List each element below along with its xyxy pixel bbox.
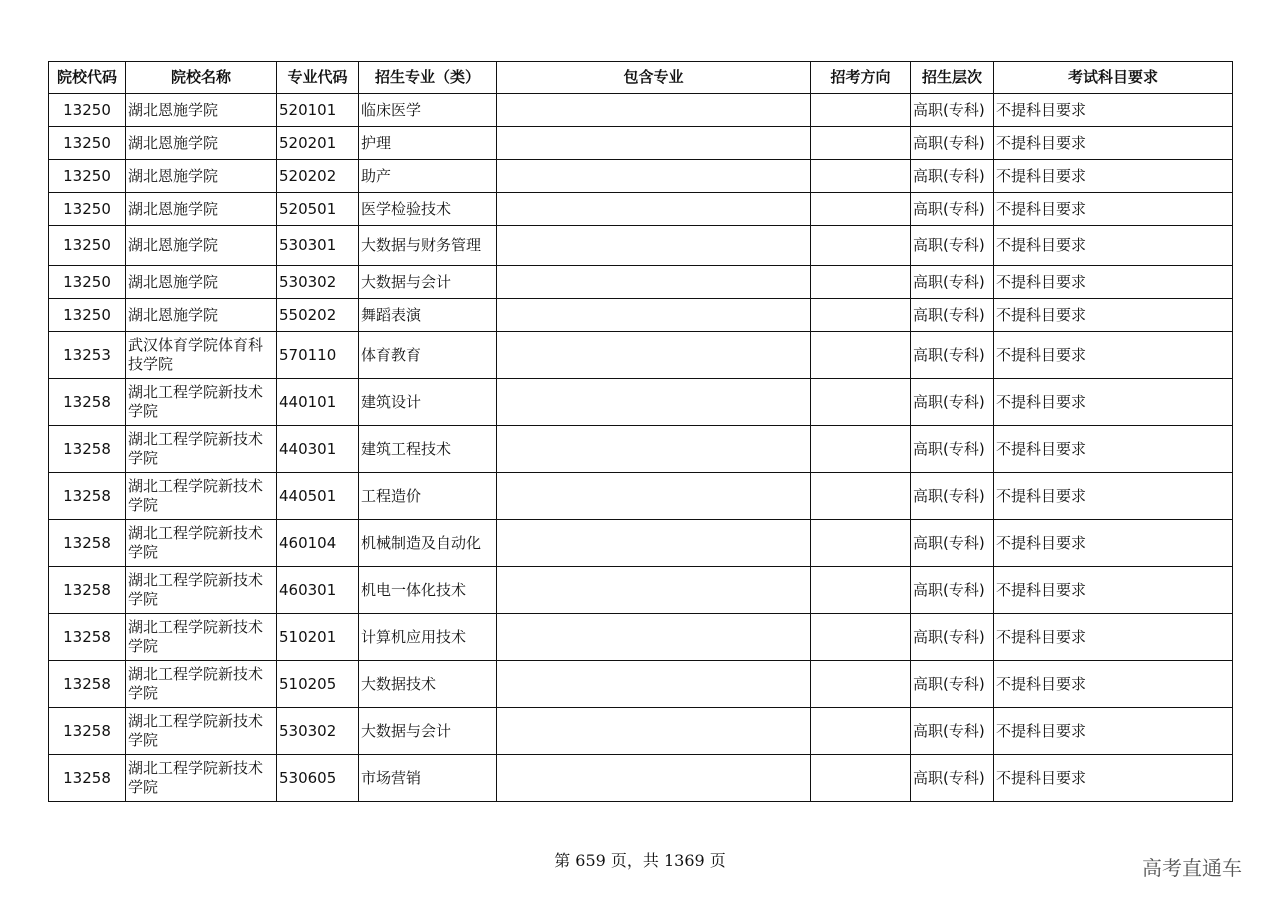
cell-major-category: 机电一体化技术 [359,567,497,614]
cell-subject-requirement: 不提科目要求 [994,266,1233,299]
table-row [49,661,1233,708]
table-row [49,160,1233,193]
cell-included-majors [497,567,811,614]
cell-level: 高职(专科) [911,661,994,708]
cell-included-majors [497,94,811,127]
table-row [49,708,1233,755]
cell-included-majors [497,226,811,266]
cell-level: 高职(专科) [911,299,994,332]
cell-included-majors [497,193,811,226]
table-row [49,426,1233,473]
cell-direction [811,755,911,802]
header-direction: 招考方向 [811,62,911,94]
cell-major-category: 工程造价 [359,473,497,520]
cell-major-category: 建筑设计 [359,379,497,426]
cell-school-code: 13258 [49,379,126,426]
table-header-row [49,62,1233,94]
cell-level: 高职(专科) [911,520,994,567]
table-row [49,379,1233,426]
cell-level: 高职(专科) [911,193,994,226]
cell-major-category: 大数据技术 [359,661,497,708]
cell-school-code: 13250 [49,226,126,266]
cell-school-code: 13250 [49,160,126,193]
cell-direction [811,708,911,755]
cell-school-name: 湖北恩施学院 [126,299,277,332]
cell-school-name: 湖北恩施学院 [126,193,277,226]
cell-included-majors [497,661,811,708]
header-included-majors: 包含专业 [497,62,811,94]
cell-direction [811,614,911,661]
cell-included-majors [497,520,811,567]
table-row [49,266,1233,299]
cell-level: 高职(专科) [911,379,994,426]
cell-major-code: 550202 [277,299,359,332]
cell-school-name: 湖北恩施学院 [126,94,277,127]
cell-major-code: 460301 [277,567,359,614]
cell-major-category: 舞蹈表演 [359,299,497,332]
cell-included-majors [497,755,811,802]
cell-major-code: 440301 [277,426,359,473]
cell-major-code: 520101 [277,94,359,127]
cell-school-name: 湖北恩施学院 [126,266,277,299]
cell-level: 高职(专科) [911,708,994,755]
cell-level: 高职(专科) [911,567,994,614]
cell-major-category: 机械制造及自动化 [359,520,497,567]
cell-school-name: 湖北恩施学院 [126,160,277,193]
header-school-name: 院校名称 [126,62,277,94]
cell-major-category: 护理 [359,127,497,160]
cell-subject-requirement: 不提科目要求 [994,708,1233,755]
table-row [49,520,1233,567]
cell-major-category: 建筑工程技术 [359,426,497,473]
cell-subject-requirement: 不提科目要求 [994,567,1233,614]
cell-school-name: 湖北工程学院新技术学院 [126,473,277,520]
cell-major-category: 体育教育 [359,332,497,379]
cell-school-code: 13258 [49,755,126,802]
header-major-code: 专业代码 [277,62,359,94]
cell-major-code: 520501 [277,193,359,226]
cell-school-name: 湖北工程学院新技术学院 [126,708,277,755]
table-row [49,193,1233,226]
cell-direction [811,332,911,379]
cell-level: 高职(专科) [911,160,994,193]
cell-direction [811,473,911,520]
cell-major-category: 大数据与财务管理 [359,226,497,266]
cell-school-code: 13253 [49,332,126,379]
cell-school-code: 13258 [49,473,126,520]
cell-school-name: 湖北恩施学院 [126,226,277,266]
cell-level: 高职(专科) [911,127,994,160]
cell-school-code: 13258 [49,661,126,708]
cell-school-name: 湖北工程学院新技术学院 [126,614,277,661]
cell-major-code: 530302 [277,266,359,299]
cell-subject-requirement: 不提科目要求 [994,661,1233,708]
cell-subject-requirement: 不提科目要求 [994,520,1233,567]
cell-major-code: 520201 [277,127,359,160]
cell-school-code: 13258 [49,708,126,755]
cell-school-name: 湖北工程学院新技术学院 [126,379,277,426]
cell-subject-requirement: 不提科目要求 [994,332,1233,379]
cell-school-name: 湖北工程学院新技术学院 [126,567,277,614]
table-row [49,299,1233,332]
cell-subject-requirement: 不提科目要求 [994,94,1233,127]
cell-major-category: 大数据与会计 [359,708,497,755]
cell-major-category: 计算机应用技术 [359,614,497,661]
header-subject-requirement: 考试科目要求 [994,62,1233,94]
cell-subject-requirement: 不提科目要求 [994,426,1233,473]
cell-school-code: 13250 [49,193,126,226]
cell-school-code: 13250 [49,94,126,127]
cell-school-code: 13258 [49,567,126,614]
table-row [49,127,1233,160]
cell-subject-requirement: 不提科目要求 [994,299,1233,332]
cell-included-majors [497,426,811,473]
cell-subject-requirement: 不提科目要求 [994,379,1233,426]
cell-major-code: 510201 [277,614,359,661]
watermark-logo: 高考直通车 [1142,856,1242,880]
cell-level: 高职(专科) [911,226,994,266]
cell-level: 高职(专科) [911,614,994,661]
cell-major-category: 医学检验技术 [359,193,497,226]
cell-direction [811,266,911,299]
page-number: 第 659 页，共 1369 页 [554,851,726,870]
cell-school-name: 武汉体育学院体育科技学院 [126,332,277,379]
cell-subject-requirement: 不提科目要求 [994,160,1233,193]
cell-direction [811,160,911,193]
cell-level: 高职(专科) [911,266,994,299]
cell-level: 高职(专科) [911,94,994,127]
cell-direction [811,567,911,614]
cell-school-code: 13258 [49,614,126,661]
cell-included-majors [497,299,811,332]
cell-subject-requirement: 不提科目要求 [994,473,1233,520]
cell-subject-requirement: 不提科目要求 [994,614,1233,661]
cell-major-category: 助产 [359,160,497,193]
cell-direction [811,299,911,332]
cell-school-name: 湖北工程学院新技术学院 [126,661,277,708]
admissions-table [48,61,1233,802]
cell-major-code: 460104 [277,520,359,567]
cell-included-majors [497,708,811,755]
cell-level: 高职(专科) [911,332,994,379]
cell-subject-requirement: 不提科目要求 [994,755,1233,802]
header-school-code: 院校代码 [49,62,126,94]
table-row [49,94,1233,127]
cell-major-code: 440501 [277,473,359,520]
table-row [49,567,1233,614]
cell-included-majors [497,127,811,160]
cell-school-code: 13258 [49,520,126,567]
cell-major-code: 530605 [277,755,359,802]
cell-school-name: 湖北工程学院新技术学院 [126,520,277,567]
cell-direction [811,127,911,160]
cell-major-code: 510205 [277,661,359,708]
cell-major-code: 530301 [277,226,359,266]
cell-direction [811,94,911,127]
cell-included-majors [497,473,811,520]
cell-major-category: 大数据与会计 [359,266,497,299]
cell-subject-requirement: 不提科目要求 [994,127,1233,160]
cell-direction [811,426,911,473]
cell-major-category: 市场营销 [359,755,497,802]
cell-major-code: 530302 [277,708,359,755]
table-row [49,614,1233,661]
cell-included-majors [497,266,811,299]
cell-major-category: 临床医学 [359,94,497,127]
cell-included-majors [497,614,811,661]
cell-direction [811,520,911,567]
cell-school-name: 湖北恩施学院 [126,127,277,160]
cell-included-majors [497,379,811,426]
cell-included-majors [497,160,811,193]
table-row [49,473,1233,520]
cell-major-code: 570110 [277,332,359,379]
cell-subject-requirement: 不提科目要求 [994,226,1233,266]
header-major-category: 招生专业（类） [359,62,497,94]
cell-major-code: 440101 [277,379,359,426]
header-level: 招生层次 [911,62,994,94]
cell-level: 高职(专科) [911,755,994,802]
cell-direction [811,379,911,426]
cell-direction [811,661,911,708]
cell-major-code: 520202 [277,160,359,193]
table-row [49,332,1233,379]
table-row [49,226,1233,266]
cell-school-code: 13250 [49,299,126,332]
cell-included-majors [497,332,811,379]
cell-school-code: 13258 [49,426,126,473]
cell-school-name: 湖北工程学院新技术学院 [126,426,277,473]
cell-direction [811,193,911,226]
cell-school-code: 13250 [49,127,126,160]
cell-level: 高职(专科) [911,473,994,520]
cell-school-name: 湖北工程学院新技术学院 [126,755,277,802]
table-row [49,755,1233,802]
cell-subject-requirement: 不提科目要求 [994,193,1233,226]
cell-school-code: 13250 [49,266,126,299]
cell-direction [811,226,911,266]
cell-level: 高职(专科) [911,426,994,473]
